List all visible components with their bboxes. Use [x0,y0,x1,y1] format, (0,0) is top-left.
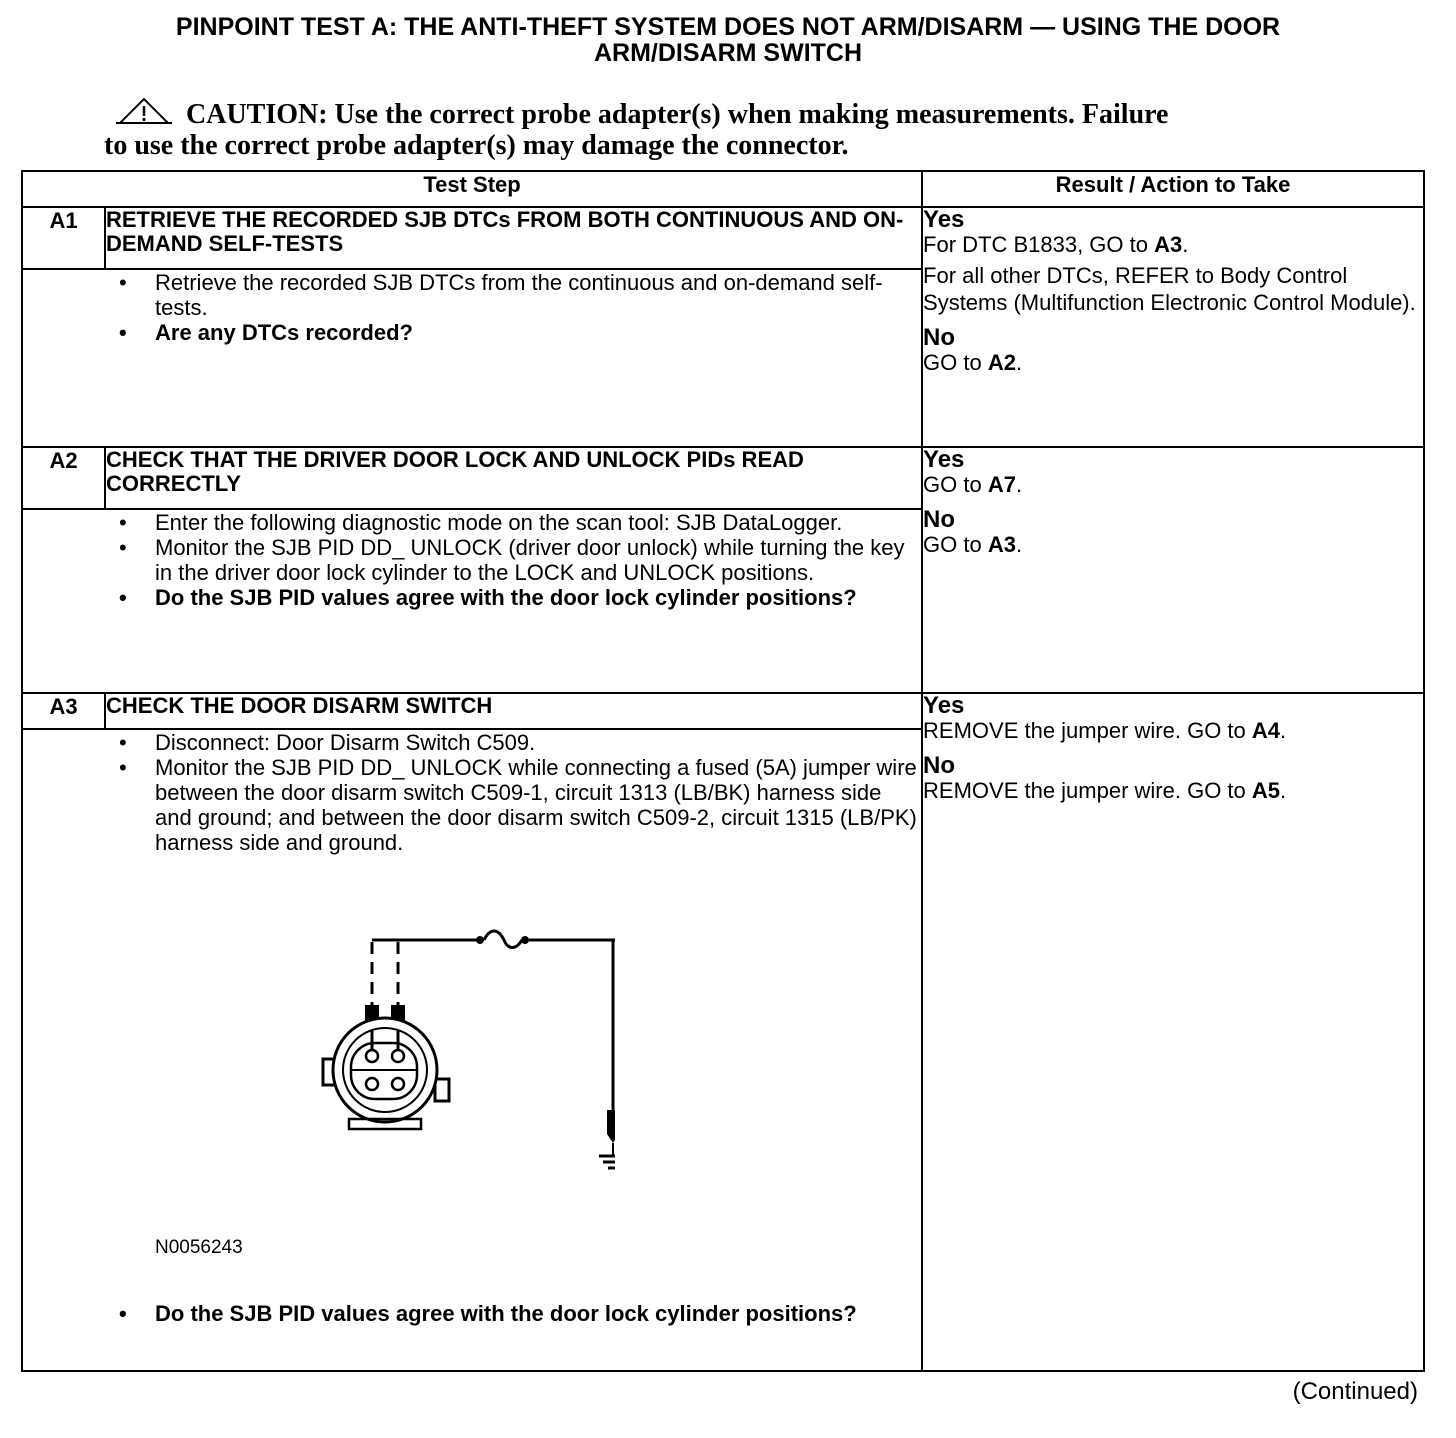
step-a1-bullet-1: • Retrieve the recorded SJB DTCs from the continuous and on-demand self-tests. [155,270,921,320]
step-id-a1: A1 [22,207,105,269]
result-a2 [922,447,1424,693]
step-title-a2: CHECK THAT THE DRIVER DOOR LOCK AND UNLOCK PIDs READ CORRECTLY [105,447,922,509]
result-a1-yes-line-2: For all other DTCs, REFER to Body Control Systems (Multifunction Electronic Control Module). [923,263,1416,315]
figure-id: N0056243 [155,1237,243,1258]
result-a1-no-line: GO to A2. [923,350,1023,375]
page-title [0,14,1456,66]
result-a1-yes-label: Yes [923,206,965,233]
result-a1 [922,207,1424,447]
warning-triangle-icon [116,97,172,125]
result-a2-no-line: GO to A3. [923,532,1023,557]
step-body-a2 [22,509,922,693]
result-a3-yes-label: Yes [923,692,965,719]
step-a2-bullet-1: • Enter the following diagnostic mode on the scan tool: SJB DataLogger. [155,510,921,535]
step-title-a1: RETRIEVE THE RECORDED SJB DTCs FROM BOTH CONTINUOUS AND ON-DEMAND SELF-TESTS [105,207,922,269]
step-a1-question: • Are any DTCs recorded? [155,320,921,345]
result-a3-yes-line: REMOVE the jumper wire. GO to A4. [923,718,1287,743]
page-title-line-2: ARM/DISARM SWITCH [593,39,863,67]
step-body-a1 [22,269,922,447]
header-test-step: Test Step [22,171,922,207]
result-a2-no-label: No [923,506,956,533]
pinpoint-test-table [21,170,1425,1372]
step-a3-bullet-1: • Disconnect: Door Disarm Switch C509. [155,730,921,755]
step-a2-bullet-2: • Monitor the SJB PID DD_ UNLOCK (driver door unlock) while turning the key in the driver door lock cylinder to the LOCK and UNLOCK positions. [155,535,921,585]
result-a3-no-line: REMOVE the jumper wire. GO to A5. [923,778,1287,803]
step-id-a3: A3 [22,693,105,729]
header-result-action: Result / Action to Take [922,171,1424,207]
result-a1-yes-line-1: For DTC B1833, GO to A3. [923,232,1189,257]
page-title-line-1: PINPOINT TEST A: THE ANTI-THEFT SYSTEM DOES NOT ARM/DISARM — USING THE DOOR [175,13,1281,41]
connector-ground-diagram-graphic [295,925,615,1205]
step-a3-bullet-2: • Monitor the SJB PID DD_ UNLOCK while connecting a fused (5A) jumper wire between the door disarm switch C509-1, circuit 1313 (LB/BK) harness side and ground; and between the door disarm switch C509-2, circuit 1315 (LB/PK) harness side and ground. [155,755,921,855]
continued-label: (Continued) [1292,1378,1418,1405]
result-a2-yes-label: Yes [923,446,965,473]
result-a2-yes-line: GO to A7. [923,472,1023,497]
connector-jumper-diagram [155,855,921,1275]
result-a1-no-label: No [923,324,956,351]
step-title-a3: CHECK THE DOOR DISARM SWITCH [105,693,922,729]
step-a3-question: • Do the SJB PID values agree with the door lock cylinder positions? [155,1301,921,1326]
caution-line-2: to use the correct probe adapter(s) may damage the connector. [104,130,849,161]
caution-line-1: CAUTION: Use the correct probe adapter(s) when making measurements. Failure [186,99,1169,130]
result-a3-no-label: No [923,752,956,779]
step-a2-question: • Do the SJB PID values agree with the door lock cylinder positions? [155,585,921,610]
step-body-a3 [22,729,922,1371]
result-a3 [922,693,1424,1371]
step-id-a2: A2 [22,447,105,509]
caution-notice [104,97,1334,161]
